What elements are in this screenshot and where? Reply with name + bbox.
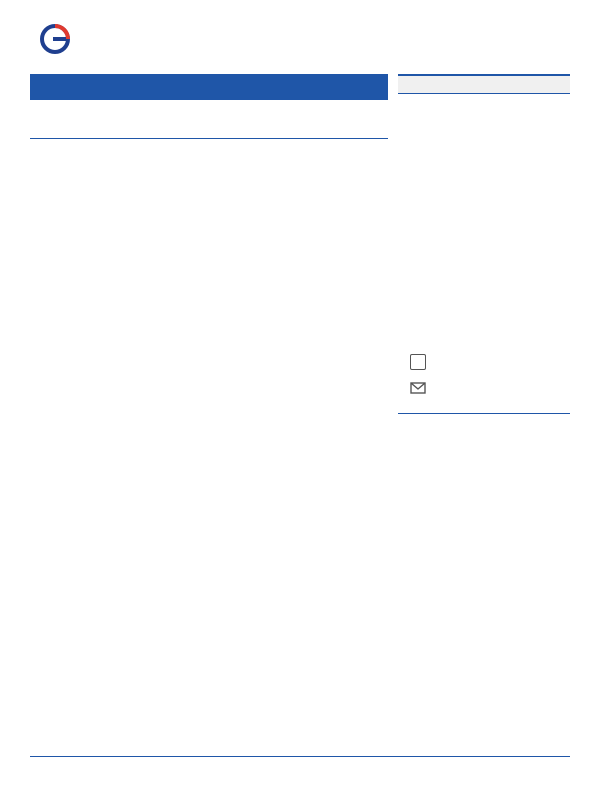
company-logo (40, 22, 170, 56)
prev-rating-row (398, 94, 570, 110)
certificate-icon (410, 354, 426, 370)
report-date-row (398, 110, 570, 126)
footer-divider (30, 756, 570, 757)
headline-divider (30, 138, 388, 139)
email-icon (410, 380, 426, 396)
gf-logo-icon (40, 24, 70, 54)
rating-header (398, 74, 570, 94)
relative-performance-chart (398, 168, 570, 286)
rating-panel (398, 74, 570, 126)
page-header (0, 0, 600, 72)
industry-band (30, 74, 388, 100)
related-research-header (398, 398, 570, 414)
